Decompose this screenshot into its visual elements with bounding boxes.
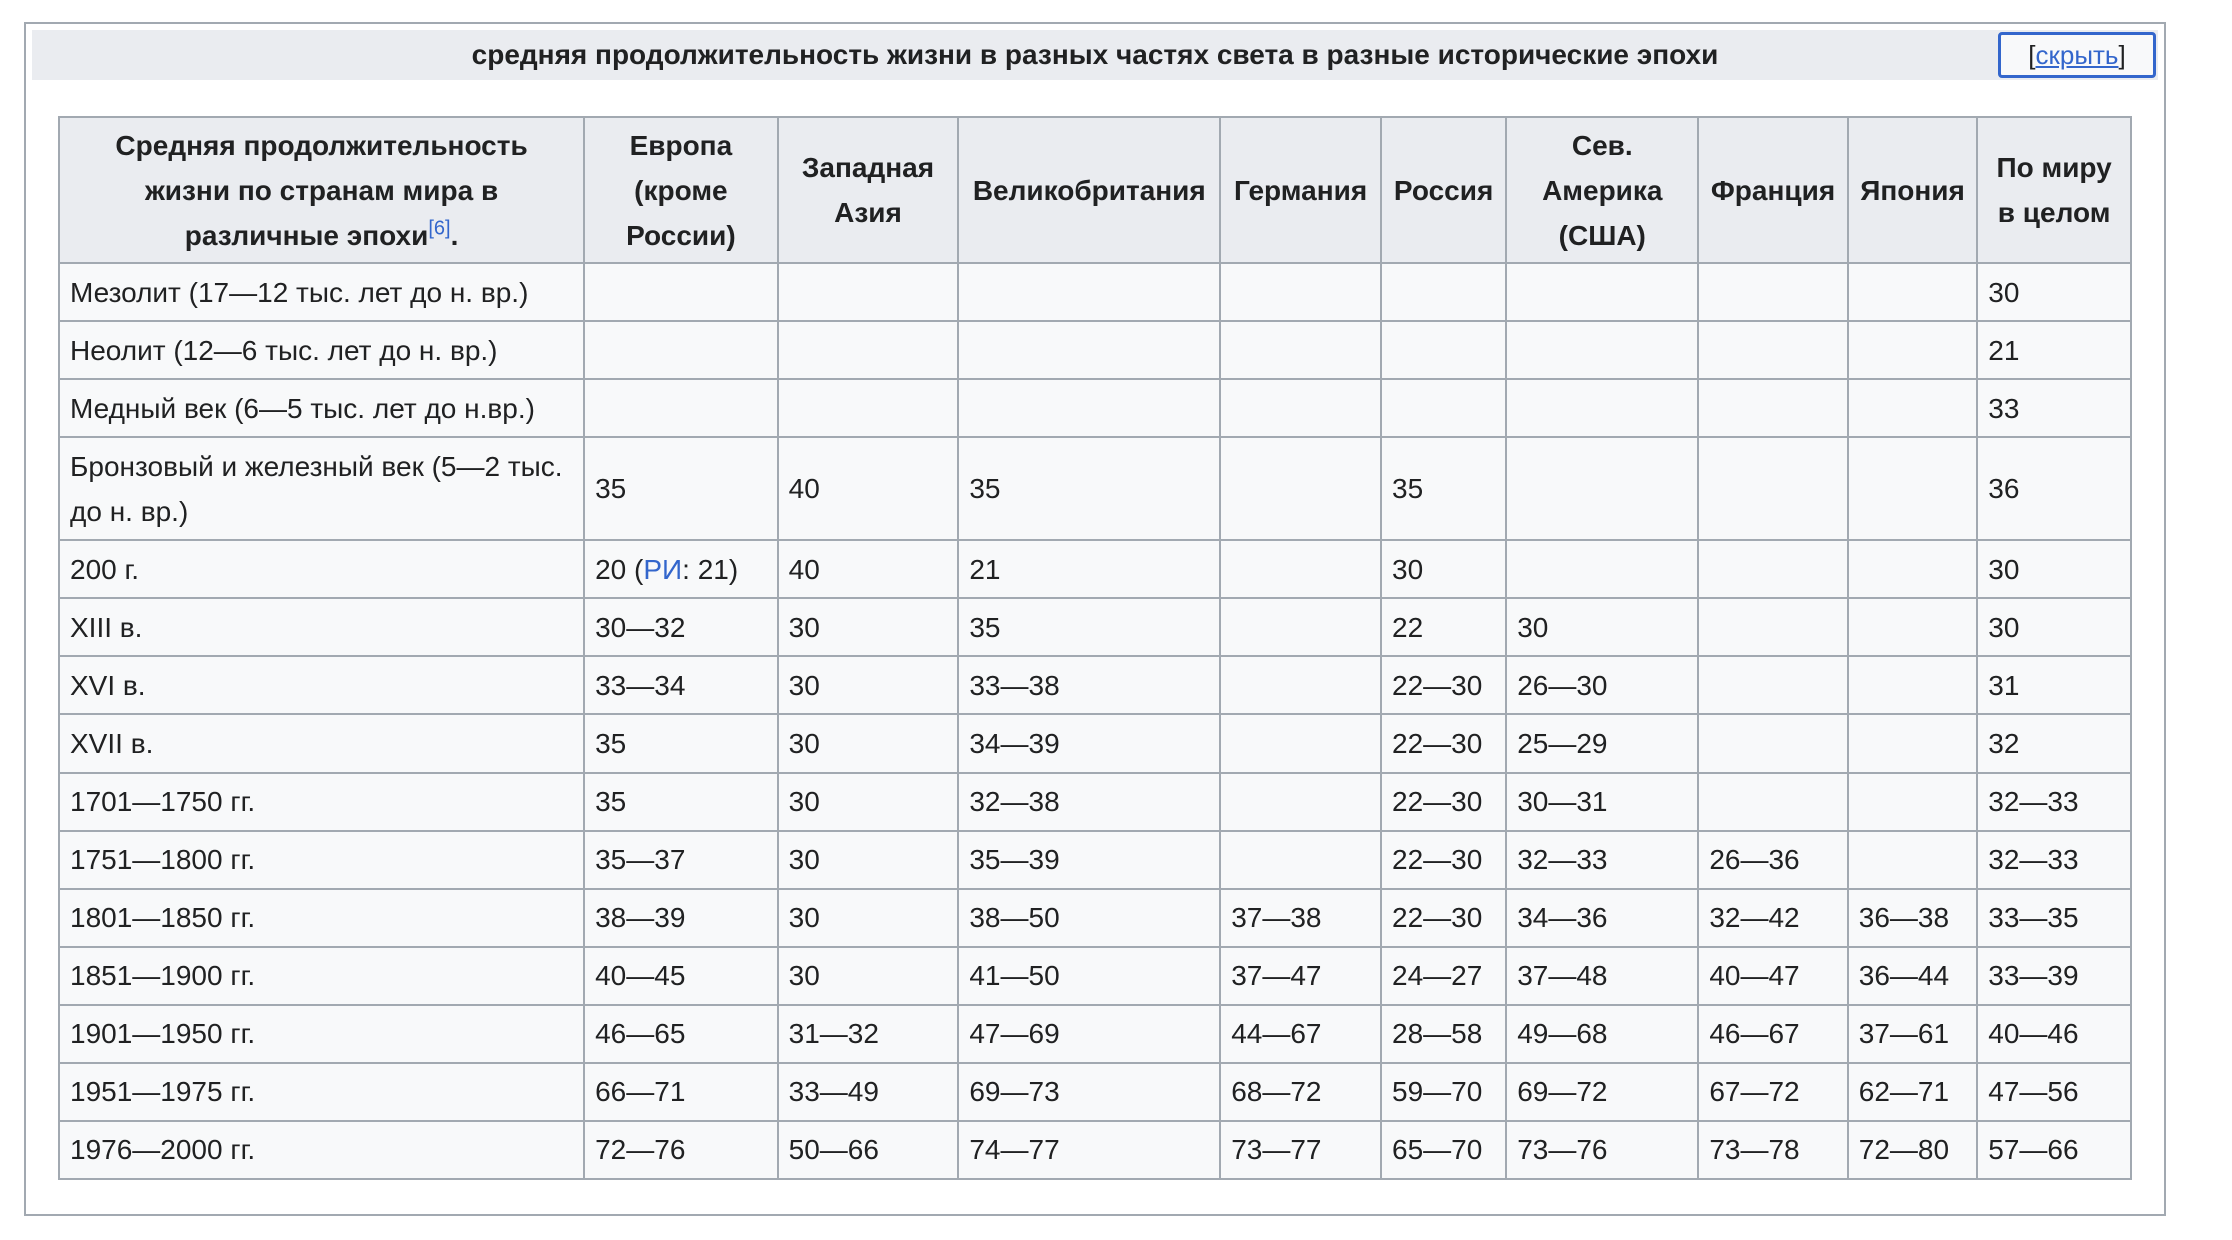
cell-france: [1698, 773, 1847, 831]
cell-germany: 73—77: [1220, 1121, 1381, 1179]
cell-europe: [584, 263, 778, 321]
cell-western-asia: 31—32: [778, 1005, 959, 1063]
cell-europe: 40—45: [584, 947, 778, 1005]
cell-france: [1698, 540, 1847, 598]
cell-russia: [1381, 379, 1506, 437]
cell-epoch: 1701—1750 гг.: [59, 773, 584, 831]
cell-europe: 35—37: [584, 831, 778, 889]
cell-epoch: 1901—1950 гг.: [59, 1005, 584, 1063]
table-row: [59, 656, 2131, 714]
cell-world: 31: [1977, 656, 2131, 714]
cell-france: 40—47: [1698, 947, 1847, 1005]
cell-russia: 59—70: [1381, 1063, 1506, 1121]
cell-russia: 22—30: [1381, 773, 1506, 831]
cell-world: 33—39: [1977, 947, 2131, 1005]
cell-japan: [1848, 831, 1978, 889]
cell-japan: [1848, 540, 1978, 598]
cell-western-asia: [778, 263, 959, 321]
table-row: [59, 773, 2131, 831]
cell-japan: [1848, 321, 1978, 379]
cell-western-asia: 30: [778, 714, 959, 772]
cell-russia: 22—30: [1381, 656, 1506, 714]
cell-france: 26—36: [1698, 831, 1847, 889]
cell-north-america: [1506, 263, 1698, 321]
cell-north-america: 37—48: [1506, 947, 1698, 1005]
cell-japan: [1848, 773, 1978, 831]
cell-great-britain: 21: [958, 540, 1220, 598]
cell-world: 40—46: [1977, 1005, 2131, 1063]
cell-epoch: XVI в.: [59, 656, 584, 714]
cell-world: 30: [1977, 263, 2131, 321]
cell-europe: 35: [584, 437, 778, 540]
cell-japan: [1848, 379, 1978, 437]
cell-epoch: 200 г.: [59, 540, 584, 598]
cell-france: [1698, 598, 1847, 656]
cell-europe: [584, 379, 778, 437]
toggle-bracket-open: [: [2028, 40, 2036, 70]
cell-western-asia: 40: [778, 540, 959, 598]
cell-great-britain: [958, 263, 1220, 321]
header-germany: Германия: [1220, 117, 1381, 263]
cell-world: 30: [1977, 540, 2131, 598]
hide-toggle-button[interactable]: [1998, 32, 2156, 78]
table-row: [59, 598, 2131, 656]
cell-epoch: 1751—1800 гг.: [59, 831, 584, 889]
cell-russia: 24—27: [1381, 947, 1506, 1005]
cell-japan: [1848, 263, 1978, 321]
table-row: [59, 714, 2131, 772]
table-row: [59, 1005, 2131, 1063]
cell-western-asia: 50—66: [778, 1121, 959, 1179]
cell-russia: 22—30: [1381, 831, 1506, 889]
cell-france: 46—67: [1698, 1005, 1847, 1063]
cell-world: 33: [1977, 379, 2131, 437]
cell-germany: [1220, 321, 1381, 379]
table-row: [59, 437, 2131, 540]
cell-japan: [1848, 598, 1978, 656]
cell-north-america: 32—33: [1506, 831, 1698, 889]
life-expectancy-table: [58, 116, 2132, 1180]
cell-russia: 65—70: [1381, 1121, 1506, 1179]
cell-russia: [1381, 321, 1506, 379]
cell-great-britain: 34—39: [958, 714, 1220, 772]
cell-western-asia: 33—49: [778, 1063, 959, 1121]
cell-germany: [1220, 263, 1381, 321]
cell-epoch: Мезолит (17—12 тыс. лет до н. вр.): [59, 263, 584, 321]
cell-world: 32—33: [1977, 831, 2131, 889]
cell-great-britain: 35: [958, 598, 1220, 656]
cell-europe: 33—34: [584, 656, 778, 714]
cell-epoch: XIII в.: [59, 598, 584, 656]
cell-western-asia: 30: [778, 773, 959, 831]
cell-western-asia: 30: [778, 656, 959, 714]
header-russia: Россия: [1381, 117, 1506, 263]
cell-great-britain: [958, 321, 1220, 379]
cell-great-britain: 47—69: [958, 1005, 1220, 1063]
cell-france: [1698, 321, 1847, 379]
cell-world: 32: [1977, 714, 2131, 772]
cell-japan: 62—71: [1848, 1063, 1978, 1121]
cell-russia: 28—58: [1381, 1005, 1506, 1063]
cell-north-america: [1506, 321, 1698, 379]
cell-north-america: 49—68: [1506, 1005, 1698, 1063]
cell-north-america: 69—72: [1506, 1063, 1698, 1121]
cell-western-asia: 30: [778, 831, 959, 889]
cell-france: [1698, 379, 1847, 437]
cell-germany: 44—67: [1220, 1005, 1381, 1063]
cell-north-america: 25—29: [1506, 714, 1698, 772]
cell-north-america: [1506, 540, 1698, 598]
cell-europe: 30—32: [584, 598, 778, 656]
cell-japan: [1848, 437, 1978, 540]
cell-north-america: 73—76: [1506, 1121, 1698, 1179]
cell-north-america: 30—31: [1506, 773, 1698, 831]
cell-france: [1698, 437, 1847, 540]
cell-europe: 35: [584, 773, 778, 831]
cell-germany: [1220, 831, 1381, 889]
ri-link[interactable]: РИ: [643, 553, 683, 585]
cell-germany: [1220, 656, 1381, 714]
cell-germany: 68—72: [1220, 1063, 1381, 1121]
cell-japan: 36—44: [1848, 947, 1978, 1005]
table-row: [59, 1121, 2131, 1179]
table-row: [59, 263, 2131, 321]
cell-world: 57—66: [1977, 1121, 2131, 1179]
cell-north-america: 26—30: [1506, 656, 1698, 714]
table-row: [59, 831, 2131, 889]
cell-germany: [1220, 598, 1381, 656]
cell-germany: [1220, 714, 1381, 772]
cell-world: 36: [1977, 437, 2131, 540]
cell-russia: 22—30: [1381, 714, 1506, 772]
table-row: [59, 947, 2131, 1005]
cell-great-britain: 32—38: [958, 773, 1220, 831]
cell-russia: 22: [1381, 598, 1506, 656]
cell-europe: 38—39: [584, 889, 778, 947]
cell-western-asia: [778, 321, 959, 379]
cell-epoch: 1951—1975 гг.: [59, 1063, 584, 1121]
hide-link[interactable]: скрыть: [2035, 40, 2119, 70]
cell-great-britain: 33—38: [958, 656, 1220, 714]
table-row: [59, 1063, 2131, 1121]
cell-france: [1698, 656, 1847, 714]
cell-france: 32—42: [1698, 889, 1847, 947]
cell-russia: 35: [1381, 437, 1506, 540]
header-western-asia: Западная Азия: [778, 117, 959, 263]
cell-epoch: 1801—1850 гг.: [59, 889, 584, 947]
navbox-frame: [24, 22, 2166, 1216]
header-europe: Европа (кроме России): [584, 117, 778, 263]
cell-japan: [1848, 656, 1978, 714]
cell-world: 32—33: [1977, 773, 2131, 831]
cell-europe: 72—76: [584, 1121, 778, 1179]
cell-japan: 36—38: [1848, 889, 1978, 947]
header-row: [59, 117, 2131, 263]
reference-link[interactable]: [6]: [428, 217, 451, 240]
cell-great-britain: 35: [958, 437, 1220, 540]
header-japan: Япония: [1848, 117, 1978, 263]
cell-western-asia: 40: [778, 437, 959, 540]
cell-france: [1698, 263, 1847, 321]
cell-europe: 46—65: [584, 1005, 778, 1063]
cell-germany: [1220, 540, 1381, 598]
table-row: [59, 540, 2131, 598]
table-row: [59, 379, 2131, 437]
cell-world: 33—35: [1977, 889, 2131, 947]
cell-russia: 22—30: [1381, 889, 1506, 947]
cell-japan: 37—61: [1848, 1005, 1978, 1063]
cell-japan: [1848, 714, 1978, 772]
cell-epoch: 1851—1900 гг.: [59, 947, 584, 1005]
cell-france: [1698, 714, 1847, 772]
cell-epoch: 1976—2000 гг.: [59, 1121, 584, 1179]
cell-germany: 37—47: [1220, 947, 1381, 1005]
cell-epoch: XVII в.: [59, 714, 584, 772]
cell-great-britain: 69—73: [958, 1063, 1220, 1121]
header-great-britain: Великобритания: [958, 117, 1220, 263]
navbox-title-bar: [32, 30, 2158, 80]
cell-japan: 72—80: [1848, 1121, 1978, 1179]
cell-france: 73—78: [1698, 1121, 1847, 1179]
cell-north-america: [1506, 437, 1698, 540]
table-row: [59, 321, 2131, 379]
cell-russia: 30: [1381, 540, 1506, 598]
cell-north-america: 34—36: [1506, 889, 1698, 947]
cell-great-britain: 41—50: [958, 947, 1220, 1005]
header-world: По миру в целом: [1977, 117, 2131, 263]
cell-epoch: Медный век (6—5 тыс. лет до н.вр.): [59, 379, 584, 437]
table-row: [59, 889, 2131, 947]
cell-russia: [1381, 263, 1506, 321]
cell-epoch: Неолит (12—6 тыс. лет до н. вр.): [59, 321, 584, 379]
table-caption: средняя продолжительность жизни в разных частях света в разные исторические эпохи: [471, 39, 1719, 70]
cell-western-asia: [778, 379, 959, 437]
cell-north-america: [1506, 379, 1698, 437]
cell-germany: [1220, 773, 1381, 831]
cell-great-britain: 38—50: [958, 889, 1220, 947]
cell-europe: 35: [584, 714, 778, 772]
cell-world: 30: [1977, 598, 2131, 656]
cell-western-asia: 30: [778, 947, 959, 1005]
cell-germany: [1220, 379, 1381, 437]
header-epoch: Средняя продолжительность жизни по странам мира в различные эпохи[6].: [59, 117, 584, 263]
cell-north-america: 30: [1506, 598, 1698, 656]
header-north-america: Сев. Америка (США): [1506, 117, 1698, 263]
cell-great-britain: [958, 379, 1220, 437]
cell-france: 67—72: [1698, 1063, 1847, 1121]
cell-great-britain: 74—77: [958, 1121, 1220, 1179]
cell-germany: 37—38: [1220, 889, 1381, 947]
cell-europe: 66—71: [584, 1063, 778, 1121]
cell-germany: [1220, 437, 1381, 540]
cell-great-britain: 35—39: [958, 831, 1220, 889]
cell-europe: 20 (РИ: 21): [584, 540, 778, 598]
header-france: Франция: [1698, 117, 1847, 263]
cell-world: 47—56: [1977, 1063, 2131, 1121]
cell-western-asia: 30: [778, 889, 959, 947]
cell-world: 21: [1977, 321, 2131, 379]
cell-epoch: Бронзовый и железный век (5—2 тыс. до н. вр.): [59, 437, 584, 540]
cell-europe: [584, 321, 778, 379]
cell-western-asia: 30: [778, 598, 959, 656]
toggle-bracket-close: ]: [2118, 40, 2126, 70]
